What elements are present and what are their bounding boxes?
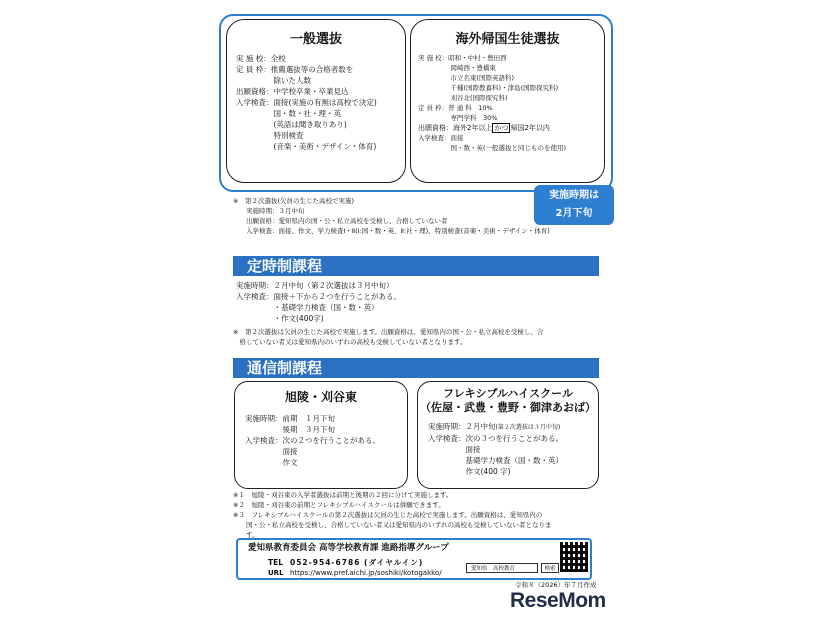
detail-line: 出願資格：中学校卒業・卒業見込 [236,87,349,96]
detail-line: 岡崎西・豊橋東 [418,64,496,72]
detail-line: 面接 [245,447,298,456]
note-line: ※２ 旭陵・刈谷東の前期とフレキシブルハイスクールは併願できます。 [233,501,445,509]
tsushin-header: 通信制課程 [233,358,599,378]
detail-line: 作文 [245,458,298,467]
tel-line: TEL 052-954-6786 (ダイヤルイン) [268,558,424,567]
flex-title-1: フレキシブルハイスクール [443,387,573,400]
note-line: ※３ フレキシブルハイスクールの第２次選抜は欠員の生じた高校で実施します。出願資格は、愛知県内の [233,511,543,519]
detail-line: (音楽・美術・デザイン・体育) [236,142,377,151]
kaigai-eligibility: 出願資格：海外2年以上 かつ 帰国2年以内 [418,124,550,132]
flex-details [428,433,598,477]
creation-date: 令和８（2026）年７月作成 [515,581,597,589]
detail-line: 入学検査：面接＋下から２つを行うことがある。 [236,292,401,301]
flex-title-2: （佐屋・武豊・豊野・御津あおば） [420,401,596,414]
note-line: 出願資格：愛知県内の国・公・私立高校を受検し、合格していない者 [233,217,448,225]
detail-line: 入学検査：次の３つを行うことがある。 [428,434,563,443]
teiji-details [236,280,401,324]
detail-line: 刈谷北(国際探究科) [418,94,508,102]
detail-line: 除いた人数 [236,76,311,85]
katsu-box: かつ [494,124,509,132]
tsushin-notes [233,490,552,540]
search-box[interactable]: 愛知県 高校教育 [466,563,538,573]
note-line: ※１ 旭陵・刈谷東の入学者選抜は前期と後期の２回に分けて実施します。 [233,491,453,499]
asahi-details [245,413,407,468]
detail-line: 専門学科 30% [418,114,498,122]
ippan-title: 一般選抜 [289,32,342,47]
detail-line: 入学検査：面接(実施の有無は高校で決定) [236,98,377,107]
detail-line: ・基礎学力検査（国・数・英） [236,303,379,312]
note-line: 入学検査：面接、作文、学力検査Ⅰ・Ⅱ(Ⅰ:国・数・英、Ⅱ:社・理)、特別検査(音楽・美術・デザイン・体育) [233,227,550,235]
detail-line: 実 施 校：全校 [236,54,286,63]
kaigai-box [410,19,605,183]
ippan-box [226,19,406,183]
asahi-box [234,381,408,489]
flex-box [417,381,599,489]
kaigai-details [418,53,604,123]
org-name: 愛知県教育委員会 高等学校教育課 進路指導グループ [248,543,449,553]
detail-line: 定 員 枠：普 通 科 10% [418,104,493,112]
flex-period: 実施時期：２月中旬(第２次選抜は３月中旬) [428,422,561,431]
detail-line: 入学検査：面接 [418,134,464,142]
detail-line: (英語は聞き取りあり) [236,120,347,129]
detail-line: 市立名東(国際英語科) [418,74,515,82]
teiji-note [233,327,543,347]
detail-line: ・作文(400字) [236,314,324,323]
asahi-title: 旭陵・刈谷東 [284,390,357,404]
detail-line: 特別検査 [236,131,304,140]
detail-line: 実 施 校：昭和・中村・豊田西 [418,54,507,62]
detail-line: 後期 ３月下旬 [245,425,335,434]
kaigai-exam [418,133,604,153]
ippan-details [236,53,405,152]
detail-line: 実施時期：前期 １月下旬 [245,414,335,423]
detail-line: 入学検査：次の２つを行うことがある。 [245,436,380,445]
second-selection-note [233,196,550,236]
note-line: 実施時期：３月中旬 [233,207,305,215]
detail-line: 国・数・社・理・英 [236,109,341,118]
resemom-logo: ReseMom [510,589,606,612]
detail-line: 実施時期：２月中旬（第２次選抜は３月中旬） [236,281,394,290]
detail-line: 基礎学力検査（国・数・英） [428,456,563,465]
detail-line: 作文(400 字) [428,467,511,476]
period-callout: 実施時期は 2月下旬 [534,185,614,225]
url-link[interactable]: https://www.pref.aichi.jp/soshiki/kotogakko/ [290,569,442,577]
detail-line: 千種(国際教養科)・津島(国際探究科) [418,84,559,92]
note-line: 国・公・私立高校を受検し、合格していない者又は愛知県内のいずれの高校も受検していない者となりま [233,521,552,529]
detail-line: 国・数・英(一般選抜と同じものを使用) [418,144,567,152]
url-line: URL https://www.pref.aichi.jp/soshiki/kotogakko/ [268,569,442,577]
contact-footer [236,538,592,580]
kaigai-title: 海外帰国生徒選抜 [455,32,560,47]
note-line: ※ 第２次選抜は欠員の生じた高校で実施します。出願資格は、愛知県内の国・公・私立高校を受検し、合 [233,328,544,336]
qr-code-icon [560,542,588,572]
note-line: 格していない者又は愛知県内のいずれの高校も受検していない者となります。 [233,338,467,346]
detail-line: 面接 [428,445,481,454]
note-line: す。 [233,531,259,539]
note-line: ※ 第２次選抜(欠員の生じた高校で実施) [233,197,355,205]
search-button[interactable]: 検索 [541,563,559,573]
teiji-header: 定時制課程 [233,256,599,276]
detail-line: 定 員 枠：推薦選抜等の合格者数を [236,65,354,74]
